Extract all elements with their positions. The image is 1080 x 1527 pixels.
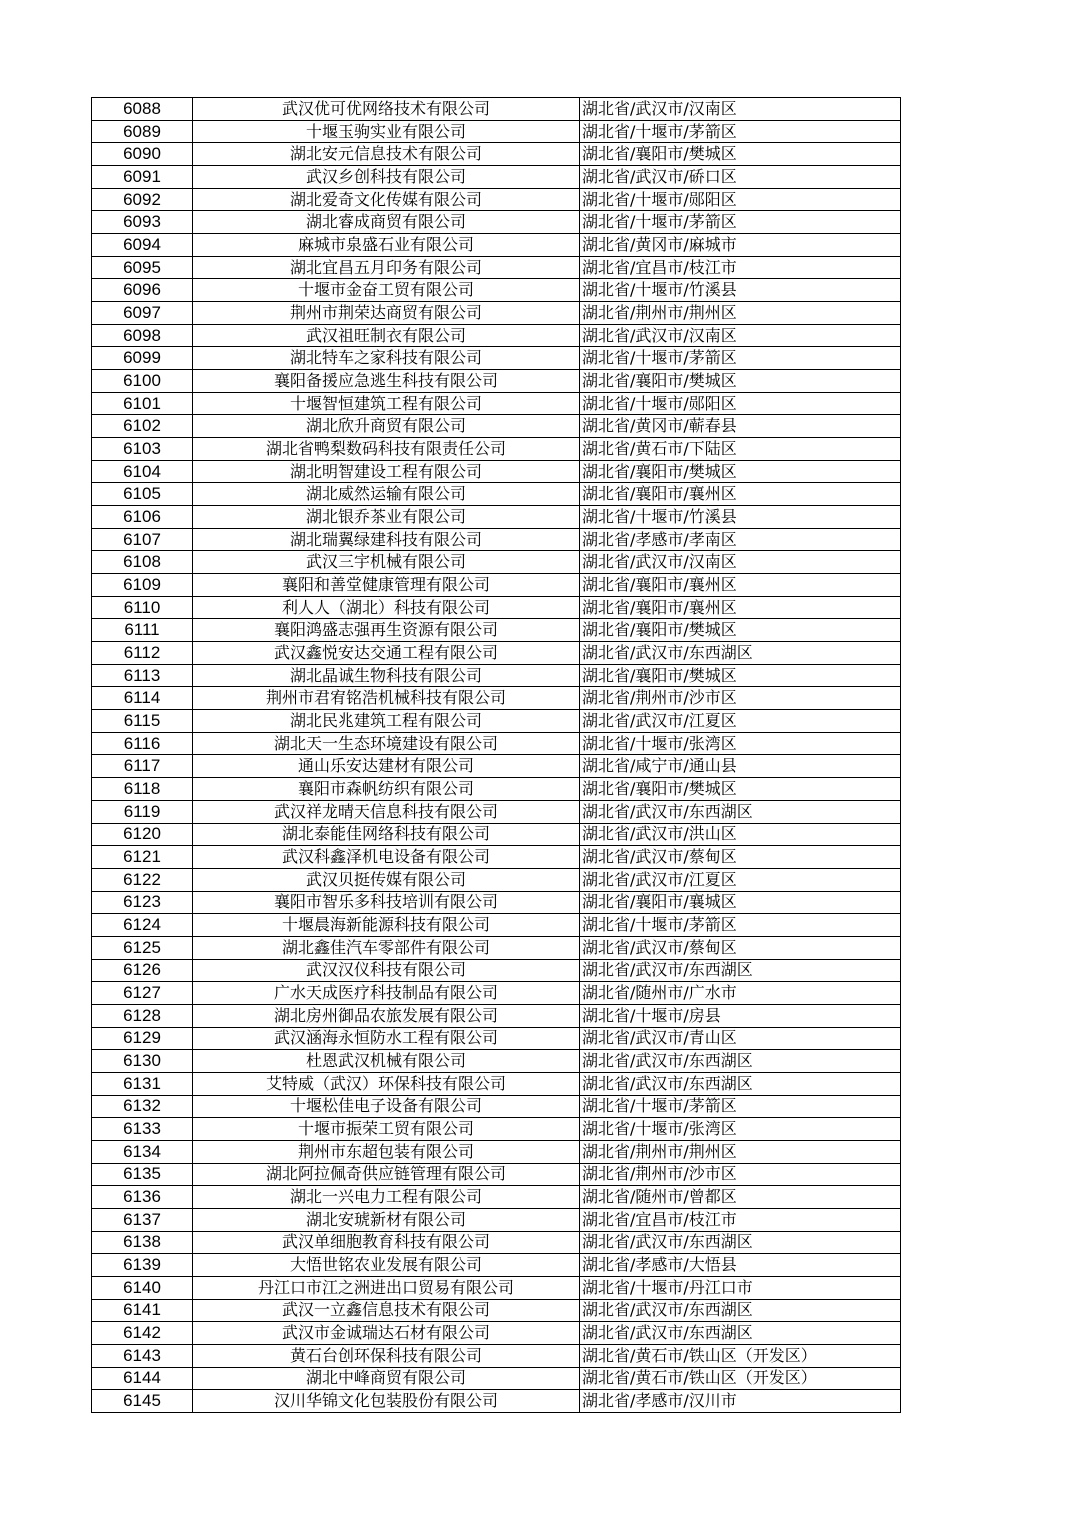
- table-row: [92, 98, 901, 121]
- row-number-cell: 6095: [92, 256, 193, 279]
- region-cell: 湖北省/武汉市/东西湖区: [580, 642, 901, 665]
- table-row: [92, 1140, 901, 1163]
- row-number-cell: 6111: [92, 619, 193, 642]
- region-cell: 湖北省/荆州市/沙市区: [580, 687, 901, 710]
- region-cell: 湖北省/武汉市/硚口区: [580, 166, 901, 189]
- company-name-cell: 通山乐安达建材有限公司: [193, 755, 580, 778]
- table-row: [92, 528, 901, 551]
- company-name-cell: 十堰市金奋工贸有限公司: [193, 279, 580, 302]
- row-number-cell: 6121: [92, 846, 193, 869]
- company-name-cell: 襄阳市森帆纺织有限公司: [193, 778, 580, 801]
- table-row: [92, 959, 901, 982]
- table-row: [92, 846, 901, 869]
- company-name-cell: 湖北阿拉佩奇供应链管理有限公司: [193, 1163, 580, 1186]
- table-row: [92, 1276, 901, 1299]
- region-cell: 湖北省/十堰市/茅箭区: [580, 914, 901, 937]
- table-row: [92, 166, 901, 189]
- region-cell: 湖北省/黄石市/铁山区（开发区）: [580, 1344, 901, 1367]
- region-cell: 湖北省/武汉市/江夏区: [580, 868, 901, 891]
- region-cell: 湖北省/襄阳市/樊城区: [580, 370, 901, 393]
- row-number-cell: 6104: [92, 460, 193, 483]
- company-name-cell: 湖北晶诚生物科技有限公司: [193, 664, 580, 687]
- region-cell: 湖北省/黄冈市/麻城市: [580, 234, 901, 257]
- row-number-cell: 6112: [92, 642, 193, 665]
- row-number-cell: 6091: [92, 166, 193, 189]
- table-row: [92, 392, 901, 415]
- region-cell: 湖北省/十堰市/茅箭区: [580, 120, 901, 143]
- row-number-cell: 6105: [92, 483, 193, 506]
- table-row: [92, 1072, 901, 1095]
- region-cell: 湖北省/襄阳市/樊城区: [580, 143, 901, 166]
- row-number-cell: 6135: [92, 1163, 193, 1186]
- region-cell: 湖北省/襄阳市/樊城区: [580, 460, 901, 483]
- region-cell: 湖北省/黄石市/铁山区（开发区）: [580, 1367, 901, 1390]
- table-row: [92, 1186, 901, 1209]
- company-name-cell: 利人人（湖北）科技有限公司: [193, 596, 580, 619]
- company-table-body: [92, 98, 901, 1413]
- company-name-cell: 襄阳市智乐多科技培训有限公司: [193, 891, 580, 914]
- company-name-cell: 湖北省鸭梨数码科技有限责任公司: [193, 438, 580, 461]
- row-number-cell: 6094: [92, 234, 193, 257]
- table-row: [92, 619, 901, 642]
- region-cell: 湖北省/十堰市/茅箭区: [580, 1095, 901, 1118]
- table-row: [92, 347, 901, 370]
- company-name-cell: 湖北爱奇文化传媒有限公司: [193, 188, 580, 211]
- region-cell: 湖北省/荆州市/荆州区: [580, 302, 901, 325]
- row-number-cell: 6098: [92, 324, 193, 347]
- table-row: [92, 1050, 901, 1073]
- company-name-cell: 荆州市东超包装有限公司: [193, 1140, 580, 1163]
- table-row: [92, 1208, 901, 1231]
- row-number-cell: 6145: [92, 1390, 193, 1413]
- table-row: [92, 914, 901, 937]
- company-name-cell: 湖北泰能佳网络科技有限公司: [193, 823, 580, 846]
- table-row: [92, 1254, 901, 1277]
- company-name-cell: 武汉祖旺制衣有限公司: [193, 324, 580, 347]
- region-cell: 湖北省/孝感市/孝南区: [580, 528, 901, 551]
- row-number-cell: 6093: [92, 211, 193, 234]
- company-name-cell: 大悟世铭农业发展有限公司: [193, 1254, 580, 1277]
- table-row: [92, 506, 901, 529]
- company-name-cell: 湖北安元信息技术有限公司: [193, 143, 580, 166]
- table-row: [92, 710, 901, 733]
- company-name-cell: 荆州市君宥铭浩机械科技有限公司: [193, 687, 580, 710]
- table-row: [92, 438, 901, 461]
- company-name-cell: 湖北民兆建筑工程有限公司: [193, 710, 580, 733]
- company-name-cell: 湖北中峰商贸有限公司: [193, 1367, 580, 1390]
- company-name-cell: 湖北宜昌五月印务有限公司: [193, 256, 580, 279]
- company-name-cell: 十堰市振荣工贸有限公司: [193, 1118, 580, 1141]
- table-row: [92, 1118, 901, 1141]
- row-number-cell: 6099: [92, 347, 193, 370]
- table-row: [92, 302, 901, 325]
- row-number-cell: 6119: [92, 800, 193, 823]
- company-name-cell: 十堰松佳电子设备有限公司: [193, 1095, 580, 1118]
- region-cell: 湖北省/十堰市/郧阳区: [580, 188, 901, 211]
- row-number-cell: 6117: [92, 755, 193, 778]
- row-number-cell: 6118: [92, 778, 193, 801]
- row-number-cell: 6101: [92, 392, 193, 415]
- company-name-cell: 武汉优可优网络技术有限公司: [193, 98, 580, 121]
- company-name-cell: 湖北明智建设工程有限公司: [193, 460, 580, 483]
- company-name-cell: 广水天成医疗科技制品有限公司: [193, 982, 580, 1005]
- row-number-cell: 6090: [92, 143, 193, 166]
- row-number-cell: 6139: [92, 1254, 193, 1277]
- table-row: [92, 596, 901, 619]
- table-row: [92, 279, 901, 302]
- table-row: [92, 483, 901, 506]
- row-number-cell: 6141: [92, 1299, 193, 1322]
- region-cell: 湖北省/黄冈市/蕲春县: [580, 415, 901, 438]
- company-name-cell: 武汉一立鑫信息技术有限公司: [193, 1299, 580, 1322]
- region-cell: 湖北省/襄阳市/襄州区: [580, 596, 901, 619]
- row-number-cell: 6130: [92, 1050, 193, 1073]
- company-name-cell: 襄阳备援应急逃生科技有限公司: [193, 370, 580, 393]
- company-name-cell: 武汉贝挺传媒有限公司: [193, 868, 580, 891]
- row-number-cell: 6102: [92, 415, 193, 438]
- row-number-cell: 6132: [92, 1095, 193, 1118]
- region-cell: 湖北省/随州市/曾都区: [580, 1186, 901, 1209]
- table-row: [92, 891, 901, 914]
- company-name-cell: 十堰晨海新能源科技有限公司: [193, 914, 580, 937]
- company-name-cell: 湖北威然运输有限公司: [193, 483, 580, 506]
- table-row: [92, 143, 901, 166]
- company-name-cell: 湖北房州御品农旅发展有限公司: [193, 1004, 580, 1027]
- region-cell: 湖北省/十堰市/郧阳区: [580, 392, 901, 415]
- table-row: [92, 1299, 901, 1322]
- table-row: [92, 1231, 901, 1254]
- row-number-cell: 6133: [92, 1118, 193, 1141]
- row-number-cell: 6134: [92, 1140, 193, 1163]
- region-cell: 湖北省/荆州市/沙市区: [580, 1163, 901, 1186]
- region-cell: 湖北省/十堰市/房县: [580, 1004, 901, 1027]
- company-table: [91, 97, 901, 1413]
- company-name-cell: 荆州市荆荣达商贸有限公司: [193, 302, 580, 325]
- company-name-cell: 武汉鑫悦安达交通工程有限公司: [193, 642, 580, 665]
- row-number-cell: 6115: [92, 710, 193, 733]
- region-cell: 湖北省/咸宁市/通山县: [580, 755, 901, 778]
- table-row: [92, 732, 901, 755]
- row-number-cell: 6116: [92, 732, 193, 755]
- company-name-cell: 湖北瑞翼绿建科技有限公司: [193, 528, 580, 551]
- region-cell: 湖北省/十堰市/张湾区: [580, 1118, 901, 1141]
- row-number-cell: 6096: [92, 279, 193, 302]
- row-number-cell: 6123: [92, 891, 193, 914]
- region-cell: 湖北省/武汉市/汉南区: [580, 98, 901, 121]
- region-cell: 湖北省/武汉市/东西湖区: [580, 800, 901, 823]
- company-name-cell: 武汉市金诚瑞达石材有限公司: [193, 1322, 580, 1345]
- region-cell: 湖北省/武汉市/东西湖区: [580, 1072, 901, 1095]
- table-row: [92, 868, 901, 891]
- row-number-cell: 6137: [92, 1208, 193, 1231]
- row-number-cell: 6142: [92, 1322, 193, 1345]
- table-row: [92, 324, 901, 347]
- region-cell: 湖北省/武汉市/蔡甸区: [580, 846, 901, 869]
- table-row: [92, 1095, 901, 1118]
- row-number-cell: 6124: [92, 914, 193, 937]
- company-name-cell: 襄阳和善堂健康管理有限公司: [193, 574, 580, 597]
- row-number-cell: 6131: [92, 1072, 193, 1095]
- table-row: [92, 755, 901, 778]
- row-number-cell: 6126: [92, 959, 193, 982]
- region-cell: 湖北省/孝感市/大悟县: [580, 1254, 901, 1277]
- region-cell: 湖北省/十堰市/茅箭区: [580, 211, 901, 234]
- region-cell: 湖北省/襄阳市/樊城区: [580, 619, 901, 642]
- row-number-cell: 6136: [92, 1186, 193, 1209]
- region-cell: 湖北省/十堰市/张湾区: [580, 732, 901, 755]
- table-row: [92, 211, 901, 234]
- row-number-cell: 6114: [92, 687, 193, 710]
- table-row: [92, 823, 901, 846]
- table-row: [92, 1344, 901, 1367]
- company-name-cell: 湖北天一生态环境建设有限公司: [193, 732, 580, 755]
- table-row: [92, 1163, 901, 1186]
- row-number-cell: 6120: [92, 823, 193, 846]
- table-row: [92, 574, 901, 597]
- table-row: [92, 1390, 901, 1413]
- row-number-cell: 6122: [92, 868, 193, 891]
- company-name-cell: 杜恩武汉机械有限公司: [193, 1050, 580, 1073]
- region-cell: 湖北省/宜昌市/枝江市: [580, 256, 901, 279]
- region-cell: 湖北省/黄石市/下陆区: [580, 438, 901, 461]
- row-number-cell: 6110: [92, 596, 193, 619]
- table-row: [92, 188, 901, 211]
- row-number-cell: 6138: [92, 1231, 193, 1254]
- table-row: [92, 234, 901, 257]
- region-cell: 湖北省/武汉市/汉南区: [580, 551, 901, 574]
- table-row: [92, 778, 901, 801]
- company-name-cell: 丹江口市江之洲进出口贸易有限公司: [193, 1276, 580, 1299]
- region-cell: 湖北省/武汉市/东西湖区: [580, 1050, 901, 1073]
- region-cell: 湖北省/武汉市/东西湖区: [580, 1322, 901, 1345]
- table-row: [92, 800, 901, 823]
- table-row: [92, 370, 901, 393]
- region-cell: 湖北省/武汉市/东西湖区: [580, 959, 901, 982]
- row-number-cell: 6127: [92, 982, 193, 1005]
- company-name-cell: 十堰智恒建筑工程有限公司: [193, 392, 580, 415]
- region-cell: 湖北省/十堰市/竹溪县: [580, 506, 901, 529]
- table-row: [92, 936, 901, 959]
- region-cell: 湖北省/武汉市/蔡甸区: [580, 936, 901, 959]
- region-cell: 湖北省/襄阳市/襄城区: [580, 891, 901, 914]
- table-row: [92, 460, 901, 483]
- region-cell: 湖北省/荆州市/荆州区: [580, 1140, 901, 1163]
- company-name-cell: 湖北鑫佳汽车零部件有限公司: [193, 936, 580, 959]
- company-name-cell: 武汉单细胞教育科技有限公司: [193, 1231, 580, 1254]
- table-row: [92, 642, 901, 665]
- row-number-cell: 6144: [92, 1367, 193, 1390]
- company-name-cell: 黄石台创环保科技有限公司: [193, 1344, 580, 1367]
- table-row: [92, 664, 901, 687]
- region-cell: 湖北省/随州市/广水市: [580, 982, 901, 1005]
- table-row: [92, 1367, 901, 1390]
- row-number-cell: 6097: [92, 302, 193, 325]
- region-cell: 湖北省/武汉市/江夏区: [580, 710, 901, 733]
- region-cell: 湖北省/武汉市/东西湖区: [580, 1231, 901, 1254]
- row-number-cell: 6125: [92, 936, 193, 959]
- table-row: [92, 551, 901, 574]
- region-cell: 湖北省/襄阳市/樊城区: [580, 778, 901, 801]
- company-name-cell: 武汉汉仪科技有限公司: [193, 959, 580, 982]
- company-name-cell: 湖北一兴电力工程有限公司: [193, 1186, 580, 1209]
- row-number-cell: 6088: [92, 98, 193, 121]
- region-cell: 湖北省/襄阳市/樊城区: [580, 664, 901, 687]
- table-row: [92, 1027, 901, 1050]
- row-number-cell: 6089: [92, 120, 193, 143]
- row-number-cell: 6143: [92, 1344, 193, 1367]
- company-name-cell: 襄阳鸿盛志强再生资源有限公司: [193, 619, 580, 642]
- row-number-cell: 6113: [92, 664, 193, 687]
- row-number-cell: 6100: [92, 370, 193, 393]
- row-number-cell: 6128: [92, 1004, 193, 1027]
- region-cell: 湖北省/孝感市/汉川市: [580, 1390, 901, 1413]
- row-number-cell: 6140: [92, 1276, 193, 1299]
- region-cell: 湖北省/武汉市/汉南区: [580, 324, 901, 347]
- company-name-cell: 湖北安琥新材有限公司: [193, 1208, 580, 1231]
- region-cell: 湖北省/武汉市/洪山区: [580, 823, 901, 846]
- company-name-cell: 艾特威（武汉）环保科技有限公司: [193, 1072, 580, 1095]
- company-name-cell: 湖北睿成商贸有限公司: [193, 211, 580, 234]
- region-cell: 湖北省/十堰市/丹江口市: [580, 1276, 901, 1299]
- company-name-cell: 湖北银乔茶业有限公司: [193, 506, 580, 529]
- row-number-cell: 6109: [92, 574, 193, 597]
- region-cell: 湖北省/十堰市/茅箭区: [580, 347, 901, 370]
- company-name-cell: 武汉乡创科技有限公司: [193, 166, 580, 189]
- table-row: [92, 1004, 901, 1027]
- company-name-cell: 武汉涵海永恒防水工程有限公司: [193, 1027, 580, 1050]
- region-cell: 湖北省/武汉市/东西湖区: [580, 1299, 901, 1322]
- company-name-cell: 湖北欣升商贸有限公司: [193, 415, 580, 438]
- row-number-cell: 6103: [92, 438, 193, 461]
- row-number-cell: 6129: [92, 1027, 193, 1050]
- table-row: [92, 982, 901, 1005]
- row-number-cell: 6107: [92, 528, 193, 551]
- company-name-cell: 湖北特车之家科技有限公司: [193, 347, 580, 370]
- company-name-cell: 汉川华锦文化包装股份有限公司: [193, 1390, 580, 1413]
- table-row: [92, 415, 901, 438]
- company-name-cell: 十堰玉驹实业有限公司: [193, 120, 580, 143]
- company-name-cell: 武汉三宇机械有限公司: [193, 551, 580, 574]
- company-name-cell: 武汉祥龙晴天信息科技有限公司: [193, 800, 580, 823]
- company-name-cell: 麻城市泉盛石业有限公司: [193, 234, 580, 257]
- table-row: [92, 687, 901, 710]
- region-cell: 湖北省/武汉市/青山区: [580, 1027, 901, 1050]
- row-number-cell: 6092: [92, 188, 193, 211]
- company-name-cell: 武汉科鑫泽机电设备有限公司: [193, 846, 580, 869]
- region-cell: 湖北省/襄阳市/襄州区: [580, 483, 901, 506]
- table-row: [92, 120, 901, 143]
- region-cell: 湖北省/十堰市/竹溪县: [580, 279, 901, 302]
- region-cell: 湖北省/襄阳市/襄州区: [580, 574, 901, 597]
- table-row: [92, 1322, 901, 1345]
- table-row: [92, 256, 901, 279]
- region-cell: 湖北省/宜昌市/枝江市: [580, 1208, 901, 1231]
- row-number-cell: 6106: [92, 506, 193, 529]
- row-number-cell: 6108: [92, 551, 193, 574]
